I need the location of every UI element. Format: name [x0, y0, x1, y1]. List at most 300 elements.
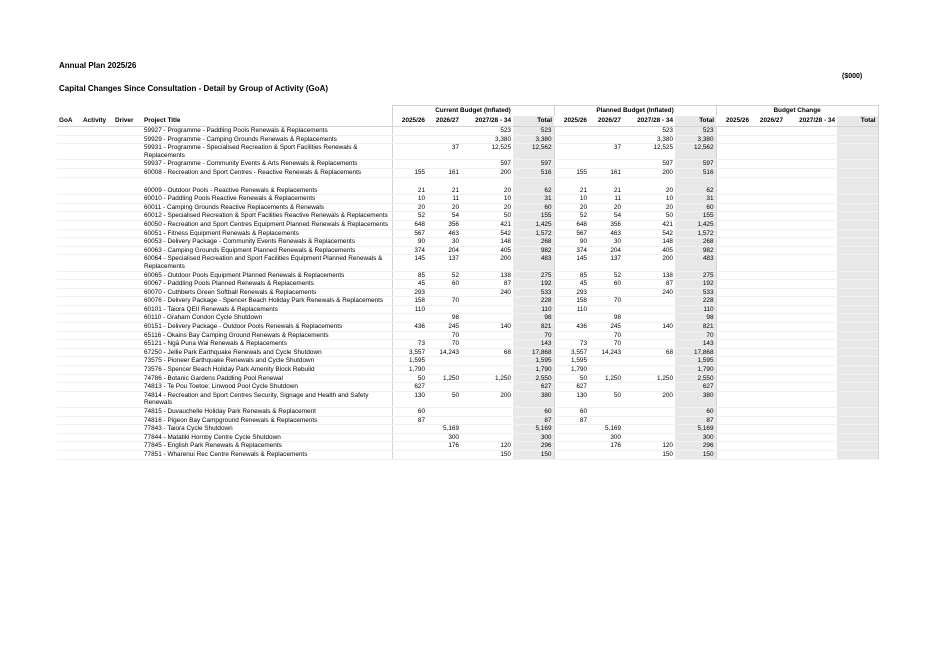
table-row — [57, 195, 878, 204]
goa-cell — [57, 340, 81, 349]
column-header-project-title: Project Title — [142, 116, 392, 127]
table-row — [57, 255, 878, 271]
change-total-cell — [837, 187, 878, 195]
goa-cell — [57, 366, 81, 375]
goa-cell — [57, 127, 81, 136]
change-2027-34-cell — [785, 348, 837, 357]
change-2025-26-cell — [716, 323, 751, 332]
table-body — [57, 127, 878, 460]
change-2025-26-cell — [716, 160, 751, 169]
driver-cell — [113, 425, 142, 434]
current-2026-27-cell: 300 — [427, 433, 461, 442]
change-2026-27-cell — [751, 323, 785, 332]
change-2025-26-cell — [716, 450, 751, 459]
goa-cell — [57, 195, 81, 204]
project-title-cell: 60051 - Fitness Equipment Renewals & Replacements — [142, 229, 392, 238]
activity-cell — [81, 416, 113, 425]
capital-changes-table — [57, 105, 879, 460]
change-2025-26-cell — [716, 229, 751, 238]
planned-total-cell: 228 — [675, 297, 716, 306]
change-total-cell — [837, 238, 878, 247]
current-2027-34-cell: 150 — [461, 450, 513, 459]
change-2027-34-cell — [785, 144, 837, 160]
driver-cell — [113, 383, 142, 392]
change-2027-34-cell — [785, 160, 837, 169]
change-2027-34-cell — [785, 168, 837, 177]
planned-2026-27-cell: 70 — [589, 297, 623, 306]
current-2025-26-cell: 3,557 — [392, 348, 427, 357]
planned-2025-26-cell — [554, 442, 589, 451]
goa-cell — [57, 416, 81, 425]
current-total-cell: 110 — [513, 305, 554, 314]
planned-total-cell: 110 — [675, 305, 716, 314]
planned-2027-34-cell: 20 — [623, 187, 675, 195]
change-2025-26-cell — [716, 246, 751, 255]
change-2027-34-cell — [785, 357, 837, 366]
change-total-cell — [837, 160, 878, 169]
current-total-cell: 982 — [513, 246, 554, 255]
planned-total-cell: 380 — [675, 391, 716, 407]
current-2027-34-cell: 148 — [461, 238, 513, 247]
current-total-cell: 821 — [513, 323, 554, 332]
change-total-cell — [837, 280, 878, 289]
change-2025-26-cell — [716, 288, 751, 297]
change-2025-26-cell — [716, 433, 751, 442]
change-total-cell — [837, 314, 878, 323]
planned-2026-27-cell: 11 — [589, 195, 623, 204]
driver-cell — [113, 168, 142, 177]
change-2027-34-cell — [785, 280, 837, 289]
current-2027-34-cell — [461, 357, 513, 366]
planned-total-cell: 62 — [675, 187, 716, 195]
driver-cell — [113, 160, 142, 169]
project-title-cell: 77844 - Matatiki Hornby Centre Cycle Shutdown — [142, 433, 392, 442]
goa-cell — [57, 255, 81, 271]
goa-cell — [57, 297, 81, 306]
current-2026-27-cell: 70 — [427, 331, 461, 340]
table-row — [57, 160, 878, 169]
table-row — [57, 203, 878, 212]
project-title-cell: 67250 - Jellie Park Earthquake Renewals and Cycle Shutdown — [142, 348, 392, 357]
current-total-cell: 70 — [513, 331, 554, 340]
driver-cell — [113, 391, 142, 407]
goa-cell — [57, 168, 81, 177]
change-2026-27-cell — [751, 168, 785, 177]
planned-total-cell: 192 — [675, 280, 716, 289]
change-2027-34-cell — [785, 220, 837, 229]
planned-2026-27-cell: 70 — [589, 340, 623, 349]
current-2027-34-cell: 240 — [461, 288, 513, 297]
current-2025-26-cell: 60 — [392, 408, 427, 417]
current-total-cell: 5,169 — [513, 425, 554, 434]
change-total-cell — [837, 340, 878, 349]
current-total-cell: 2,550 — [513, 374, 554, 383]
current-2025-26-cell: 158 — [392, 297, 427, 306]
goa-cell — [57, 408, 81, 417]
current-total-cell: 1,790 — [513, 366, 554, 375]
planned-total-cell: 300 — [675, 433, 716, 442]
column-header-planned-2025-26: 2025/26 — [554, 116, 589, 127]
current-total-cell: 31 — [513, 195, 554, 204]
activity-cell — [81, 340, 113, 349]
current-total-cell: 155 — [513, 212, 554, 221]
current-2025-26-cell — [392, 425, 427, 434]
current-2025-26-cell: 145 — [392, 255, 427, 271]
planned-2025-26-cell: 145 — [554, 255, 589, 271]
current-2025-26-cell: 293 — [392, 288, 427, 297]
planned-2025-26-cell: 130 — [554, 391, 589, 407]
driver-cell — [113, 305, 142, 314]
current-2026-27-cell — [427, 366, 461, 375]
planned-2027-34-cell: 150 — [623, 450, 675, 459]
current-2027-34-cell — [461, 297, 513, 306]
current-2026-27-cell: 204 — [427, 246, 461, 255]
current-2026-27-cell: 21 — [427, 187, 461, 195]
planned-2025-26-cell — [554, 144, 589, 160]
current-total-cell: 300 — [513, 433, 554, 442]
change-2026-27-cell — [751, 450, 785, 459]
change-total-cell — [837, 374, 878, 383]
change-total-cell — [837, 357, 878, 366]
activity-cell — [81, 255, 113, 271]
current-2027-34-cell — [461, 433, 513, 442]
change-2027-34-cell — [785, 203, 837, 212]
current-2025-26-cell: 648 — [392, 220, 427, 229]
activity-cell — [81, 229, 113, 238]
change-2025-26-cell — [716, 340, 751, 349]
planned-2027-34-cell: 10 — [623, 195, 675, 204]
current-2027-34-cell: 523 — [461, 127, 513, 136]
planned-2025-26-cell: 52 — [554, 212, 589, 221]
planned-2026-27-cell: 356 — [589, 220, 623, 229]
planned-total-cell: 150 — [675, 450, 716, 459]
planned-2025-26-cell: 20 — [554, 203, 589, 212]
table-row — [57, 288, 878, 297]
planned-total-cell: 483 — [675, 255, 716, 271]
change-2026-27-cell — [751, 366, 785, 375]
current-2025-26-cell: 20 — [392, 203, 427, 212]
change-total-cell — [837, 144, 878, 160]
planned-2026-27-cell: 54 — [589, 212, 623, 221]
current-2025-26-cell: 436 — [392, 323, 427, 332]
activity-cell — [81, 408, 113, 417]
current-2026-27-cell: 70 — [427, 297, 461, 306]
current-2027-34-cell — [461, 331, 513, 340]
planned-2026-27-cell: 60 — [589, 280, 623, 289]
planned-2026-27-cell — [589, 366, 623, 375]
change-total-cell — [837, 425, 878, 434]
planned-2026-27-cell — [589, 305, 623, 314]
column-header-change-2025-26: 2025/26 — [716, 116, 751, 127]
driver-cell — [113, 288, 142, 297]
table-row — [57, 433, 878, 442]
current-2026-27-cell — [427, 408, 461, 417]
spacer-cell — [716, 177, 751, 187]
planned-2027-34-cell: 20 — [623, 203, 675, 212]
change-2025-26-cell — [716, 297, 751, 306]
current-2026-27-cell: 5,169 — [427, 425, 461, 434]
current-2027-34-cell: 3,380 — [461, 135, 513, 144]
planned-2026-27-cell: 245 — [589, 323, 623, 332]
project-title-cell: 60012 - Specialised Recreation & Sport Facilities Reactive Renewals & Replacements — [142, 212, 392, 221]
table-row — [57, 297, 878, 306]
planned-2026-27-cell — [589, 160, 623, 169]
change-total-cell — [837, 246, 878, 255]
change-2025-26-cell — [716, 348, 751, 357]
current-2026-27-cell — [427, 288, 461, 297]
planned-2027-34-cell: 50 — [623, 212, 675, 221]
project-title-cell: 60070 - Cuthberts Green Softball Renewals & Replacements — [142, 288, 392, 297]
project-title-cell: 77843 - Taiora Cycle Shutdown — [142, 425, 392, 434]
activity-cell — [81, 297, 113, 306]
project-title-cell: 74813 - Te Pou Toetoe: Linwood Pool Cycle Shutdown — [142, 383, 392, 392]
column-header-current-2027-34: 2027/28 - 34 — [461, 116, 513, 127]
change-2025-26-cell — [716, 255, 751, 271]
planned-2027-34-cell: 68 — [623, 348, 675, 357]
change-2026-27-cell — [751, 160, 785, 169]
change-2027-34-cell — [785, 408, 837, 417]
change-2027-34-cell — [785, 297, 837, 306]
change-total-cell — [837, 416, 878, 425]
planned-2026-27-cell — [589, 135, 623, 144]
planned-2027-34-cell: 240 — [623, 288, 675, 297]
table-row — [57, 314, 878, 323]
goa-cell — [57, 450, 81, 459]
planned-total-cell: 821 — [675, 323, 716, 332]
change-total-cell — [837, 255, 878, 271]
spacer-row — [57, 177, 878, 187]
driver-cell — [113, 238, 142, 247]
change-2027-34-cell — [785, 450, 837, 459]
table-row — [57, 366, 878, 375]
current-total-cell: 98 — [513, 314, 554, 323]
change-total-cell — [837, 391, 878, 407]
driver-cell — [113, 408, 142, 417]
project-title-cell: 60076 - Delivery Package - Spencer Beach Holiday Park Renewals & Replacements — [142, 297, 392, 306]
table-row — [57, 450, 878, 459]
planned-total-cell: 1,595 — [675, 357, 716, 366]
planned-total-cell: 982 — [675, 246, 716, 255]
change-2027-34-cell — [785, 374, 837, 383]
change-2025-26-cell — [716, 374, 751, 383]
activity-cell — [81, 357, 113, 366]
change-2026-27-cell — [751, 280, 785, 289]
current-2025-26-cell: 50 — [392, 374, 427, 383]
driver-cell — [113, 450, 142, 459]
activity-cell — [81, 305, 113, 314]
current-total-cell: 228 — [513, 297, 554, 306]
change-2027-34-cell — [785, 255, 837, 271]
planned-2026-27-cell: 37 — [589, 144, 623, 160]
planned-2027-34-cell: 542 — [623, 229, 675, 238]
current-2026-27-cell — [427, 416, 461, 425]
change-total-cell — [837, 331, 878, 340]
planned-2025-26-cell: 3,557 — [554, 348, 589, 357]
activity-cell — [81, 203, 113, 212]
change-2027-34-cell — [785, 195, 837, 204]
planned-2026-27-cell: 5,169 — [589, 425, 623, 434]
change-2027-34-cell — [785, 212, 837, 221]
current-2025-26-cell: 1,595 — [392, 357, 427, 366]
table-row — [57, 246, 878, 255]
current-2027-34-cell: 140 — [461, 323, 513, 332]
current-2027-34-cell: 1,250 — [461, 374, 513, 383]
spacer-cell — [785, 177, 837, 187]
current-2026-27-cell — [427, 160, 461, 169]
change-2027-34-cell — [785, 425, 837, 434]
planned-2025-26-cell: 1,595 — [554, 357, 589, 366]
change-2026-27-cell — [751, 195, 785, 204]
goa-cell — [57, 135, 81, 144]
planned-total-cell: 533 — [675, 288, 716, 297]
table-row — [57, 229, 878, 238]
change-2025-26-cell — [716, 203, 751, 212]
change-2026-27-cell — [751, 135, 785, 144]
planned-2027-34-cell: 421 — [623, 220, 675, 229]
change-2025-26-cell — [716, 280, 751, 289]
goa-cell — [57, 348, 81, 357]
planned-2025-26-cell: 648 — [554, 220, 589, 229]
planned-2025-26-cell: 10 — [554, 195, 589, 204]
change-2027-34-cell — [785, 314, 837, 323]
current-2025-26-cell: 87 — [392, 416, 427, 425]
table-row — [57, 383, 878, 392]
change-2026-27-cell — [751, 220, 785, 229]
planned-2027-34-cell — [623, 331, 675, 340]
current-2025-26-cell: 1,790 — [392, 366, 427, 375]
driver-cell — [113, 203, 142, 212]
planned-2027-34-cell: 597 — [623, 160, 675, 169]
change-2026-27-cell — [751, 391, 785, 407]
current-2025-26-cell: 130 — [392, 391, 427, 407]
current-2025-26-cell — [392, 314, 427, 323]
column-header-current-total: Total — [513, 116, 554, 127]
current-2027-34-cell: 421 — [461, 220, 513, 229]
planned-2026-27-cell: 50 — [589, 391, 623, 407]
activity-cell — [81, 442, 113, 451]
activity-cell — [81, 135, 113, 144]
change-2026-27-cell — [751, 212, 785, 221]
change-2026-27-cell — [751, 238, 785, 247]
change-2026-27-cell — [751, 187, 785, 195]
current-2027-34-cell: 20 — [461, 203, 513, 212]
change-total-cell — [837, 366, 878, 375]
planned-2027-34-cell: 3,380 — [623, 135, 675, 144]
project-title-cell: 60010 - Paddling Pools Reactive Renewals & Replacements — [142, 195, 392, 204]
units-label: ($000) — [842, 73, 863, 80]
change-2026-27-cell — [751, 383, 785, 392]
change-2027-34-cell — [785, 366, 837, 375]
change-2025-26-cell — [716, 144, 751, 160]
document-title: Annual Plan 2025/26 — [59, 61, 137, 70]
table-row — [57, 135, 878, 144]
driver-cell — [113, 323, 142, 332]
current-2027-34-cell: 597 — [461, 160, 513, 169]
current-total-cell: 17,868 — [513, 348, 554, 357]
planned-2025-26-cell — [554, 425, 589, 434]
change-2026-27-cell — [751, 357, 785, 366]
table-row — [57, 442, 878, 451]
spacer-cell — [113, 177, 142, 187]
goa-cell — [57, 238, 81, 247]
change-total-cell — [837, 323, 878, 332]
current-2026-27-cell: 356 — [427, 220, 461, 229]
planned-2027-34-cell — [623, 383, 675, 392]
current-total-cell: 12,562 — [513, 144, 554, 160]
project-title-cell: 60151 - Delivery Package - Outdoor Pools Renewals & Replacements — [142, 323, 392, 332]
change-2026-27-cell — [751, 340, 785, 349]
activity-cell — [81, 450, 113, 459]
project-title-cell: 77851 - Wharenui Rec Centre Renewals & Replacements — [142, 450, 392, 459]
current-2027-34-cell: 200 — [461, 391, 513, 407]
planned-2025-26-cell — [554, 331, 589, 340]
project-title-cell: 59927 - Programme - Paddling Pools Renewals & Replacements — [142, 127, 392, 136]
current-2026-27-cell: 54 — [427, 212, 461, 221]
current-2027-34-cell: 68 — [461, 348, 513, 357]
table-row — [57, 220, 878, 229]
planned-total-cell: 627 — [675, 383, 716, 392]
planned-2026-27-cell: 137 — [589, 255, 623, 271]
current-total-cell: 143 — [513, 340, 554, 349]
spacer-cell — [751, 177, 785, 187]
current-2025-26-cell: 627 — [392, 383, 427, 392]
column-header-current-2025-26: 2025/26 — [392, 116, 427, 127]
planned-2027-34-cell: 523 — [623, 127, 675, 136]
current-2026-27-cell: 176 — [427, 442, 461, 451]
planned-2027-34-cell: 12,525 — [623, 144, 675, 160]
planned-2027-34-cell — [623, 305, 675, 314]
planned-total-cell: 296 — [675, 442, 716, 451]
goa-cell — [57, 433, 81, 442]
current-total-cell: 150 — [513, 450, 554, 459]
table-row — [57, 271, 878, 280]
activity-cell — [81, 144, 113, 160]
goa-cell — [57, 246, 81, 255]
current-2025-26-cell: 374 — [392, 246, 427, 255]
current-total-cell: 62 — [513, 187, 554, 195]
current-2026-27-cell — [427, 450, 461, 459]
project-title-cell: 60065 - Outdoor Pools Equipment Planned Renewals & Replacements — [142, 271, 392, 280]
table-row — [57, 331, 878, 340]
change-2026-27-cell — [751, 127, 785, 136]
current-2027-34-cell: 20 — [461, 187, 513, 195]
project-title-cell: 60064 - Specialised Recreation and Sport Facilities Equipment Planned Renewals & Replacements — [142, 255, 392, 271]
project-title-cell: 73576 - Spencer Beach Holiday Park Amenity Block Rebuild — [142, 366, 392, 375]
driver-cell — [113, 348, 142, 357]
change-total-cell — [837, 220, 878, 229]
goa-cell — [57, 391, 81, 407]
driver-cell — [113, 144, 142, 160]
goa-cell — [57, 187, 81, 195]
table-row — [57, 238, 878, 247]
planned-2026-27-cell: 204 — [589, 246, 623, 255]
change-2025-26-cell — [716, 168, 751, 177]
planned-2025-26-cell: 110 — [554, 305, 589, 314]
project-title-cell: 60101 - Taiora QEII Renewals & Replacements — [142, 305, 392, 314]
change-total-cell — [837, 127, 878, 136]
planned-total-cell: 1,790 — [675, 366, 716, 375]
current-2025-26-cell — [392, 160, 427, 169]
goa-cell — [57, 383, 81, 392]
change-2026-27-cell — [751, 203, 785, 212]
current-2027-34-cell — [461, 314, 513, 323]
current-total-cell: 60 — [513, 203, 554, 212]
spacer-cell — [837, 177, 878, 187]
activity-cell — [81, 187, 113, 195]
planned-2026-27-cell: 463 — [589, 229, 623, 238]
planned-2026-27-cell: 161 — [589, 168, 623, 177]
change-2025-26-cell — [716, 305, 751, 314]
